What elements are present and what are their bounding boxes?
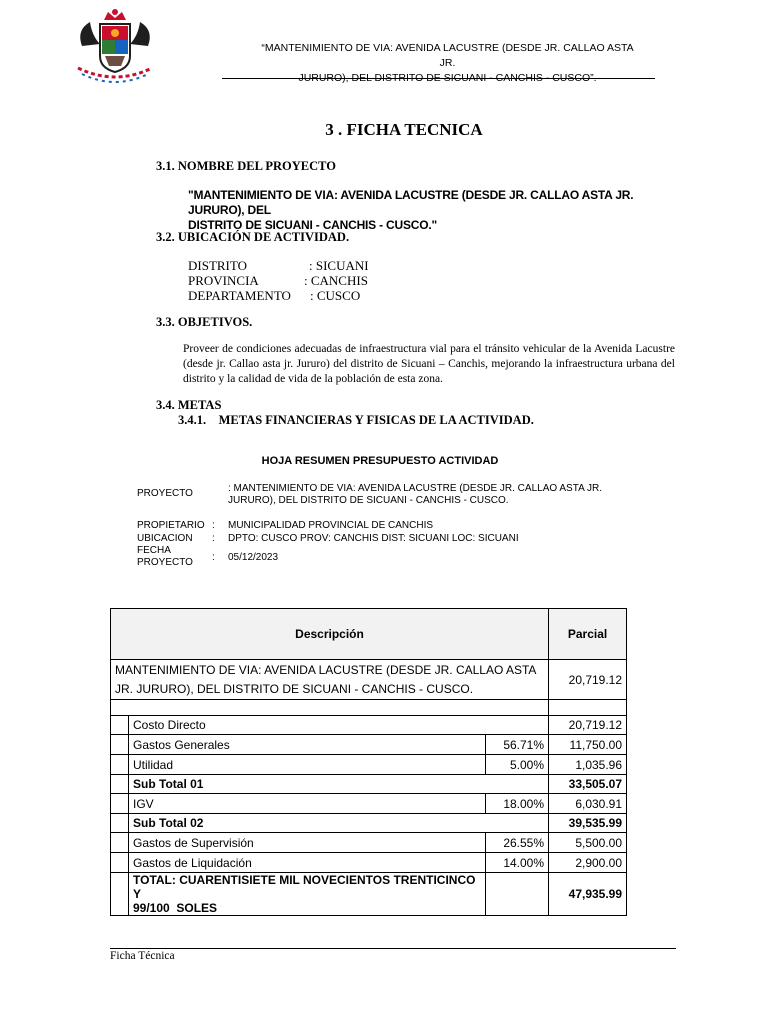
propietario-label: PROPIETARIO <box>137 520 205 531</box>
table-row <box>111 833 627 853</box>
proyecto-value-line1: : MANTENIMIENTO DE VIA: AVENIDA LACUSTRE (DESDE JR. CALLAO ASTA JR. <box>228 483 602 494</box>
row-value: 39,535.99 <box>549 814 627 833</box>
total-label <box>129 873 486 916</box>
budget-table <box>110 608 627 916</box>
loc-label-provincia: PROVINCIA <box>188 273 259 288</box>
header-title-line2: JURURO), DEL DISTRITO DE SICUANI - CANCHIS - CUSCO”. <box>298 72 597 84</box>
ubicacion-label: UBICACION <box>137 533 193 544</box>
ubicacion-colon: : <box>212 533 215 544</box>
project-name <box>188 188 678 233</box>
footer-divider <box>110 948 676 949</box>
row-label: IGV <box>129 794 486 814</box>
heading-metas: 3.4. METAS <box>156 398 222 412</box>
header-title <box>255 41 640 86</box>
table-header-row <box>111 609 627 660</box>
loc-value-provincia: : CANCHIS <box>304 273 368 288</box>
municipal-logo <box>72 6 158 92</box>
table-row <box>111 716 627 735</box>
heading-objetivos: 3.3. OBJETIVOS. <box>156 315 253 329</box>
loc-value-departamento: : CUSCO <box>310 288 361 303</box>
fecha-value: 05/12/2023 <box>228 552 279 563</box>
header-title-line1: “MANTENIMIENTO DE VIA: AVENIDA LACUSTRE (DESDE JR. CALLAO ASTA JR. <box>261 42 634 69</box>
indent-cell <box>111 833 129 853</box>
main-description-line2: JR. JURURO), DEL DISTRITO DE SICUANI - CANCHIS - CUSCO. <box>115 681 474 696</box>
row-label: Gastos Generales <box>129 735 486 755</box>
row-label: Utilidad <box>129 755 486 775</box>
table-row <box>111 794 627 814</box>
project-name-line2: DISTRITO DE SICUANI - CANCHIS - CUSCO." <box>188 218 438 232</box>
indent-cell <box>111 873 129 916</box>
proyecto-value-line2: JURURO), DEL DISTRITO DE SICUANI - CANCHIS - CUSCO. <box>228 495 509 506</box>
row-value: 5,500.00 <box>549 833 627 853</box>
indent-cell <box>111 853 129 873</box>
row-pct: 14.00% <box>486 853 549 873</box>
section-title: 3 . FICHA TECNICA <box>325 120 483 139</box>
heading-metas-financieras: 3.4.1. METAS FINANCIERAS Y FISICAS DE LA ACTIVIDAD. <box>178 413 534 427</box>
loc-label-distrito: DISTRITO <box>188 258 247 273</box>
total-pct-cell <box>486 873 549 916</box>
indent-cell <box>111 716 129 735</box>
propietario-colon: : <box>212 520 215 531</box>
table-row <box>111 853 627 873</box>
main-description-line1: MANTENIMIENTO DE VIA: AVENIDA LACUSTRE (DESDE JR. CALLAO ASTA <box>115 662 537 677</box>
col-header-descripcion: Descripción <box>111 609 549 660</box>
table-row-main <box>111 660 627 700</box>
row-value: 11,750.00 <box>549 735 627 755</box>
row-pct: 26.55% <box>486 833 549 853</box>
footer-text: Ficha Técnica <box>110 950 175 962</box>
indent-cell <box>111 814 129 833</box>
fecha-colon: : <box>212 552 215 563</box>
total-label-line1: TOTAL: CUARENTISIETE MIL NOVECIENTOS TRENTICINCO Y <box>133 873 476 901</box>
fecha-label <box>137 545 193 569</box>
loc-label-departamento: DEPARTAMENTO <box>188 288 291 303</box>
hoja-resumen-title: HOJA RESUMEN PRESUPUESTO ACTIVIDAD <box>261 455 499 467</box>
row-pct: 56.71% <box>486 735 549 755</box>
row-label: Sub Total 02 <box>129 814 549 833</box>
main-description <box>111 660 549 700</box>
indent-cell <box>111 735 129 755</box>
ubicacion-value: DPTO: CUSCO PROV: CANCHIS DIST: SICUANI LOC: SICUANI <box>228 533 519 544</box>
indent-cell <box>111 755 129 775</box>
loc-value-distrito: : SICUANI <box>309 258 369 273</box>
heading-nombre-proyecto: 3.1. NOMBRE DEL PROYECTO <box>156 159 336 173</box>
row-value: 33,505.07 <box>549 775 627 794</box>
objective-text: Proveer de condiciones adecuadas de infraestructura vial para el tránsito vehicular de la Avenida Lacustre (desde jr. Callao asta jr. Jururo) del distrito de Sicuani – Canchis, mejorando la infraestructura urbana del distrito y la calidad de vida de la población de esta zona. <box>183 343 675 385</box>
indent-cell <box>111 794 129 814</box>
proyecto-value <box>228 483 608 507</box>
table-row-subtotal <box>111 814 627 833</box>
header-divider <box>222 78 655 79</box>
fecha-label-line2: PROYECTO <box>137 557 193 568</box>
project-name-line1: "MANTENIMIENTO DE VIA: AVENIDA LACUSTRE (DESDE JR. CALLAO ASTA JR. JURURO), DEL <box>188 188 634 217</box>
total-value: 47,935.99 <box>549 873 627 916</box>
table-row <box>111 755 627 775</box>
row-value: 20,719.12 <box>549 716 627 735</box>
proyecto-label: PROYECTO <box>137 488 193 499</box>
blank-value-cell <box>549 700 627 716</box>
row-value: 2,900.00 <box>549 853 627 873</box>
row-label: Sub Total 01 <box>129 775 549 794</box>
fecha-label-line1: FECHA <box>137 545 171 556</box>
indent-cell <box>111 775 129 794</box>
table-row <box>111 735 627 755</box>
row-value: 1,035.96 <box>549 755 627 775</box>
heading-ubicacion: 3.2. UBICACIÓN DE ACTIVIDAD. <box>156 230 350 244</box>
blank-cell <box>111 700 549 716</box>
table-row-blank <box>111 700 627 716</box>
row-pct: 18.00% <box>486 794 549 814</box>
row-value: 6,030.91 <box>549 794 627 814</box>
row-label: Costo Directo <box>129 716 549 735</box>
table-row-subtotal <box>111 775 627 794</box>
total-label-line2: 99/100 SOLES <box>133 901 218 915</box>
propietario-value: MUNICIPALIDAD PROVINCIAL DE CANCHIS <box>228 520 434 531</box>
row-pct: 5.00% <box>486 755 549 775</box>
main-value: 20,719.12 <box>549 660 627 700</box>
row-label: Gastos de Supervisión <box>129 833 486 853</box>
table-row-total <box>111 873 627 916</box>
col-header-parcial: Parcial <box>549 609 627 660</box>
row-label: Gastos de Liquidación <box>129 853 486 873</box>
